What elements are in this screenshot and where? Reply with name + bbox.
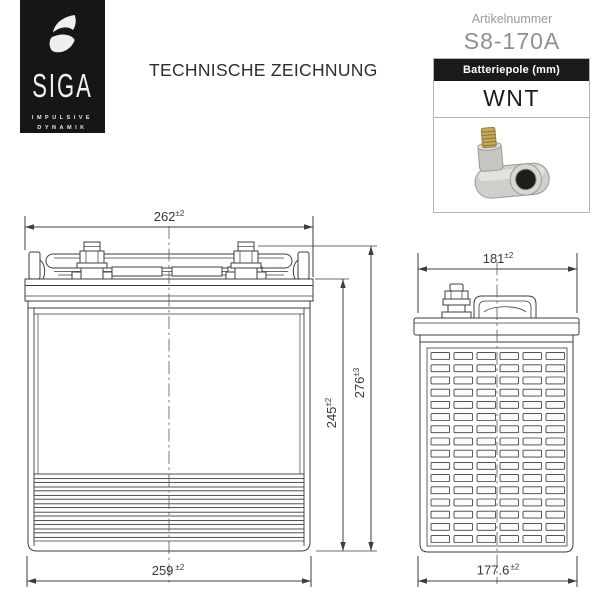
pole-type-value: WNT: [434, 81, 589, 118]
front-corner-post-right: [293, 252, 309, 279]
front-dim-height-case: [315, 279, 349, 551]
article-number-label: Artikelnummer: [471, 12, 553, 26]
svg-text:181±2: $181^{\pm 2}$: [482, 251, 514, 266]
side-handle: [474, 296, 536, 318]
front-corner-post-left: [29, 252, 45, 279]
svg-text:177.6±2: $177.6^{\pm 2}$: [476, 562, 520, 578]
pole-type-panel: [433, 58, 590, 213]
article-number-block: [433, 12, 591, 55]
pole-panel-header: Batteriepole (mm): [434, 59, 589, 81]
side-view-drawing: [400, 240, 600, 600]
svg-text:276±3: $276^{\pm 3}$: [352, 367, 367, 399]
svg-text:262±2: $262^{\pm 2}$: [153, 209, 185, 224]
article-number-value: S8-170A: [463, 28, 561, 54]
svg-text:245±2: $245^{\pm 2}$: [324, 397, 339, 429]
siga-logo: [20, 0, 105, 133]
siga-logo-tagline-1: IMPULSIVE: [31, 115, 94, 121]
siga-logo-wordmark: SIGA: [32, 67, 93, 105]
siga-logo-tagline-2: DYNAMIK: [37, 125, 88, 131]
side-lid: [414, 318, 579, 342]
siga-logo-mark-icon: [37, 10, 89, 60]
page-title: TECHNISCHE ZEICHNUNG: [149, 60, 378, 80]
side-dim-width-bottom: [418, 556, 577, 587]
side-body: [420, 342, 573, 552]
side-terminal: [442, 284, 471, 318]
svg-text:259±2: 259 $^{\pm 2}$: [151, 563, 185, 578]
front-view-drawing: [0, 200, 400, 600]
battery-terminal-photo: [434, 118, 589, 212]
